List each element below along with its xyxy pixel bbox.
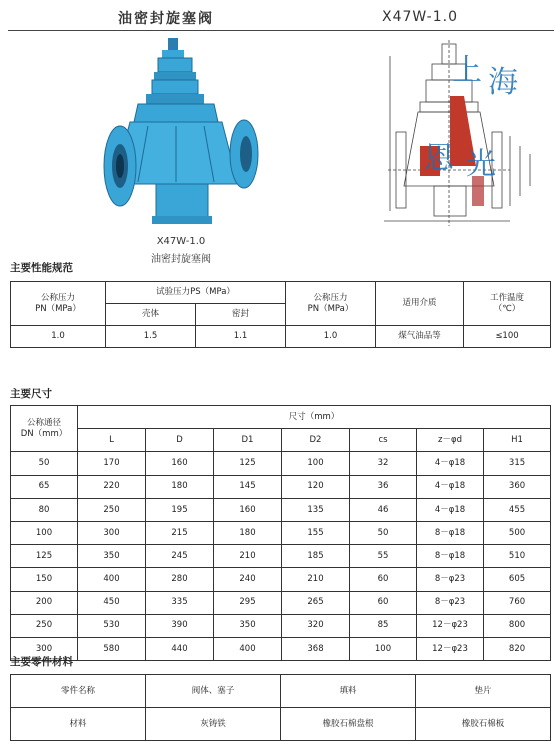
header-temperature: 工作温度 （℃） [464, 282, 551, 326]
model-number: X47W-1.0 [382, 9, 458, 25]
cell: 100 [350, 637, 417, 660]
col-header: H1 [484, 429, 551, 452]
value-shell: 1.5 [106, 326, 196, 348]
table-row [11, 637, 551, 660]
parts-table [10, 674, 551, 741]
spec-section-title: 主要性能规范 [10, 262, 73, 274]
table-row [11, 675, 551, 708]
cell: 800 [484, 614, 551, 637]
cell: 160 [214, 498, 282, 521]
cell: 8－φ18 [417, 545, 484, 568]
table-row [11, 591, 551, 614]
photo-caption-name: 油密封旋塞阀 [151, 254, 211, 265]
header-pn-2: 公称压力 PN（MPa） [286, 282, 376, 326]
cell: 215 [146, 521, 214, 544]
cell: 4－φ18 [417, 452, 484, 475]
cell: 315 [484, 452, 551, 475]
cell: 510 [484, 545, 551, 568]
cell: 80 [11, 498, 78, 521]
col-header: L [78, 429, 146, 452]
cell: 50 [350, 521, 417, 544]
cell: 250 [11, 614, 78, 637]
cell: 65 [11, 475, 78, 498]
cell: 390 [146, 614, 214, 637]
header-dn: 公称通径 DN（mm） [11, 406, 78, 452]
col-header: D1 [214, 429, 282, 452]
cell: 8－φ23 [417, 591, 484, 614]
table-row [11, 545, 551, 568]
cell: 120 [282, 475, 350, 498]
cell: 580 [78, 637, 146, 660]
cell: 185 [282, 545, 350, 568]
cell: 46 [350, 498, 417, 521]
watermark-char-3: 恩 [424, 141, 454, 176]
cell: 8－φ23 [417, 568, 484, 591]
cell: 360 [484, 475, 551, 498]
cell: 150 [11, 568, 78, 591]
table-row [11, 708, 551, 741]
spec-table [10, 281, 551, 348]
cell: 300 [78, 521, 146, 544]
cell: 605 [484, 568, 551, 591]
cell: 85 [350, 614, 417, 637]
cell: 36 [350, 475, 417, 498]
cell: 60 [350, 591, 417, 614]
cell: 零件名称 [11, 675, 146, 708]
cell: 125 [11, 545, 78, 568]
cell: 368 [282, 637, 350, 660]
cell: 350 [78, 545, 146, 568]
value-pn: 1.0 [11, 326, 106, 348]
section-drawing [380, 36, 540, 231]
watermark-char-4: 光 [466, 147, 496, 182]
header-media: 适用介质 [376, 282, 464, 326]
cell: 12－φ23 [417, 637, 484, 660]
cell: 500 [484, 521, 551, 544]
table-row [11, 452, 551, 475]
cell: 760 [484, 591, 551, 614]
cell: 280 [146, 568, 214, 591]
cell: 530 [78, 614, 146, 637]
cell: 210 [214, 545, 282, 568]
cell: 100 [282, 452, 350, 475]
cell: 12－φ23 [417, 614, 484, 637]
cell: 阀体、塞子 [146, 675, 281, 708]
value-temperature: ≤100 [464, 326, 551, 348]
cell: 100 [11, 521, 78, 544]
cell: 8－φ18 [417, 521, 484, 544]
table-row [11, 568, 551, 591]
cell: 180 [214, 521, 282, 544]
page-title: 油密封旋塞阀 [118, 11, 214, 27]
valve-photo [98, 36, 268, 231]
cell: 820 [484, 637, 551, 660]
header-seal: 密封 [196, 304, 286, 326]
cell: 橡胶石棉板 [416, 708, 551, 741]
cell: 400 [78, 568, 146, 591]
cell: 灰铸铁 [146, 708, 281, 741]
cell: 170 [78, 452, 146, 475]
header-shell: 壳体 [106, 304, 196, 326]
photo-caption-model: X47W-1.0 [156, 236, 206, 247]
cell: 350 [214, 614, 282, 637]
col-header: D [146, 429, 214, 452]
cell: 60 [350, 568, 417, 591]
cell: 145 [214, 475, 282, 498]
table-row [11, 498, 551, 521]
value-pn-2: 1.0 [286, 326, 376, 348]
cell: 300 [11, 637, 78, 660]
cell: 填料 [281, 675, 416, 708]
header-pn: 公称压力 PN（MPa） [11, 282, 106, 326]
cell: 455 [484, 498, 551, 521]
cell: 4－φ18 [417, 475, 484, 498]
cell: 210 [282, 568, 350, 591]
cell: 180 [146, 475, 214, 498]
cell: 245 [146, 545, 214, 568]
cell: 220 [78, 475, 146, 498]
cell: 橡胶石棉盘根 [281, 708, 416, 741]
col-header: z－φd [417, 429, 484, 452]
cell: 335 [146, 591, 214, 614]
cell: 265 [282, 591, 350, 614]
col-header: cs [350, 429, 417, 452]
value-media: 煤气油品等 [376, 326, 464, 348]
cell: 200 [11, 591, 78, 614]
cell: 450 [78, 591, 146, 614]
cell: 155 [282, 521, 350, 544]
cell: 195 [146, 498, 214, 521]
table-row [11, 475, 551, 498]
cell: 160 [146, 452, 214, 475]
cell: 55 [350, 545, 417, 568]
dimension-table [10, 405, 551, 661]
header-dimensions: 尺寸（mm） [78, 406, 551, 429]
cell: 50 [11, 452, 78, 475]
watermark-char-1: 上 [452, 53, 482, 88]
cell: 240 [214, 568, 282, 591]
col-header: D2 [282, 429, 350, 452]
table-row [11, 521, 551, 544]
cell: 440 [146, 637, 214, 660]
header-test-pressure: 试验压力PS（MPa） [106, 282, 286, 304]
cell: 250 [78, 498, 146, 521]
cell: 材料 [11, 708, 146, 741]
cell: 125 [214, 452, 282, 475]
cell: 400 [214, 637, 282, 660]
cell: 垫片 [416, 675, 551, 708]
parts-section-title: 主要零件材料 [10, 656, 73, 668]
dim-section-title: 主要尺寸 [10, 388, 52, 400]
cell: 135 [282, 498, 350, 521]
value-seal: 1.1 [196, 326, 286, 348]
cell: 32 [350, 452, 417, 475]
watermark-char-2: 海 [488, 65, 518, 100]
cell: 4－φ18 [417, 498, 484, 521]
cell: 295 [214, 591, 282, 614]
header-divider [8, 30, 554, 31]
table-row [11, 614, 551, 637]
cell: 320 [282, 614, 350, 637]
